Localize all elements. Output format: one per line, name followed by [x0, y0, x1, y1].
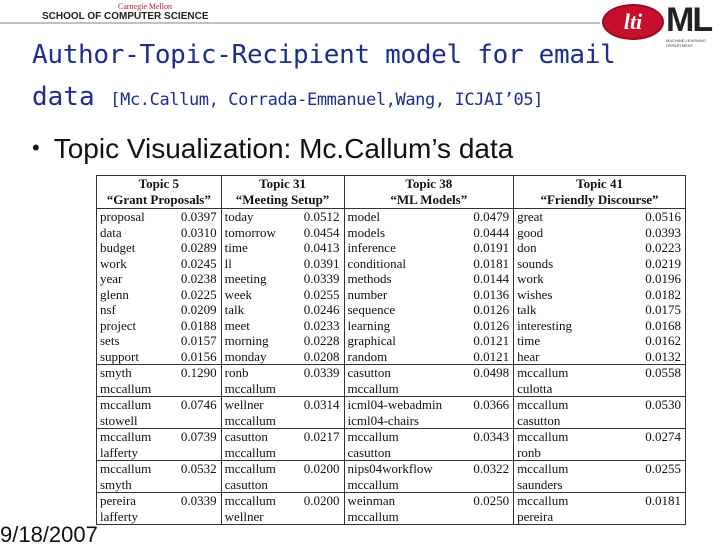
table-row: [97, 397, 686, 413]
topic-word: don: [514, 240, 623, 256]
table-row: [97, 493, 686, 509]
topic-word: random: [344, 349, 460, 365]
topic-word: data: [97, 225, 175, 241]
recipient-name: icml04-chairs: [344, 413, 460, 429]
word-probability: 0.0209: [180, 302, 217, 317]
empty-cell: [301, 445, 344, 461]
word-probability: 0.0132: [623, 349, 686, 365]
word-probability: 0.0228: [303, 333, 340, 348]
topic-word: time: [514, 333, 623, 349]
empty-cell: [623, 413, 686, 429]
author-pair-probability: 0.0181: [623, 493, 686, 509]
topic-header-label: “Grant Proposals”: [97, 192, 222, 209]
cmu-university-name: Carnegie Mellon: [118, 2, 172, 11]
topic-word: methods: [344, 271, 460, 287]
recipient-name: casutton: [221, 477, 301, 493]
topic-word: time: [221, 240, 301, 256]
table-row: [97, 271, 686, 287]
topic-word: tomorrow: [221, 225, 301, 241]
slide-title-line1: Author-Topic-Recipient model for email: [32, 40, 616, 70]
recipient-name: mccallum: [221, 381, 301, 397]
recipient-name: culotta: [514, 381, 623, 397]
author-pair-probability: 0.1290: [174, 365, 221, 381]
table-row: [97, 365, 686, 381]
recipient-name: mccallum: [221, 445, 301, 461]
word-probability: 0.0393: [623, 225, 686, 241]
ml-logo: [666, 2, 720, 52]
ml-logo-dept: MACHINE LEARNING DEPARTMENT: [666, 38, 707, 48]
topic-word: inference: [344, 240, 460, 256]
author-pair-probability: 0.0255: [623, 461, 686, 477]
empty-cell: [174, 381, 221, 397]
author-name: casutton: [221, 429, 301, 445]
empty-cell: [460, 381, 514, 397]
table-row: [97, 461, 686, 477]
table-row: [97, 477, 686, 493]
word-probability: 0.0233: [303, 317, 340, 333]
author-name: mccallum: [97, 461, 175, 477]
topic-word: glenn: [97, 287, 175, 303]
author-pair-probability: 0.0339: [174, 493, 221, 509]
author-name: mccallum: [514, 365, 623, 381]
topic-word: talk: [514, 302, 623, 318]
table-row: [97, 349, 686, 365]
word-probability: 0.0208: [303, 348, 340, 364]
topic-header-label: “ML Models”: [344, 192, 514, 209]
table-row: [97, 445, 686, 461]
lti-logo: [602, 4, 664, 40]
author-name: wellner: [221, 397, 301, 413]
lti-logo-text: lti: [623, 9, 643, 34]
topic-header-name: Topic 41: [514, 176, 686, 193]
table-row: [97, 318, 686, 334]
recipient-name: casutton: [514, 413, 623, 429]
author-pair-probability: 0.0498: [460, 365, 514, 381]
recipient-name: saunders: [514, 477, 623, 493]
word-probability: 0.0238: [180, 271, 217, 286]
topic-word: wishes: [514, 287, 623, 303]
topic-word: morning: [221, 333, 301, 349]
recipient-name: casutton: [344, 445, 460, 461]
topic-word: models: [344, 225, 460, 241]
topic-header-label: “Friendly Discourse”: [514, 192, 686, 209]
author-pair-probability: 0.0322: [460, 461, 514, 477]
table-row: [97, 225, 686, 241]
cmu-school-name: SCHOOL OF COMPUTER SCIENCE: [42, 11, 209, 22]
author-name: ronb: [221, 365, 301, 381]
author-name: pereira: [97, 493, 175, 509]
empty-cell: [460, 509, 514, 525]
author-name: mccallum: [97, 397, 175, 413]
table-row: [97, 413, 686, 429]
topic-table-body: [97, 209, 686, 525]
author-pair-probability: 0.0366: [460, 397, 514, 413]
recipient-name: ronb: [514, 445, 623, 461]
word-probability: 0.0121: [473, 348, 510, 364]
topic-word: talk: [221, 302, 301, 318]
recipient-name: pereira: [514, 509, 623, 525]
author-name: mccallum: [221, 461, 301, 477]
word-probability: 0.0157: [180, 333, 217, 348]
author-name: mccallum: [344, 429, 460, 445]
word-probability: 0.0168: [623, 318, 686, 334]
recipient-name: wellner: [221, 509, 301, 525]
cmu-logo: [42, 2, 209, 23]
author-pair-probability: 0.0746: [174, 397, 221, 413]
author-pair-probability: 0.0314: [301, 397, 344, 413]
table-row: [97, 302, 686, 318]
word-probability: 0.0144: [473, 271, 510, 286]
ml-logo-letters: ML: [666, 1, 712, 39]
topic-word: work: [514, 271, 623, 287]
topic-header-name: Topic 5: [97, 176, 222, 193]
empty-cell: [301, 509, 344, 525]
topic-word: budget: [97, 240, 175, 256]
word-probability: 0.0223: [623, 240, 686, 256]
table-row: [97, 429, 686, 445]
author-name: icml04-webadmin: [344, 397, 460, 413]
empty-cell: [623, 477, 686, 493]
footer-date: 9/18/2007: [0, 522, 98, 547]
topic-word: great: [514, 209, 623, 225]
table-row: [97, 381, 686, 397]
author-pair-probability: 0.0530: [623, 397, 686, 413]
author-name: mccallum: [97, 429, 175, 445]
bullet-point: [32, 133, 513, 165]
topic-word: today: [221, 209, 301, 225]
word-probability: 0.0391: [303, 255, 340, 271]
author-pair-probability: 0.0558: [623, 365, 686, 381]
word-probability: 0.0121: [473, 333, 510, 348]
topic-word: sequence: [344, 302, 460, 318]
author-name: mccallum: [514, 397, 623, 413]
topic-word: model: [344, 209, 460, 225]
recipient-name: mccallum: [221, 413, 301, 429]
word-probability: 0.0156: [180, 348, 217, 364]
recipient-name: mccallum: [344, 509, 460, 525]
word-probability: 0.0188: [180, 317, 217, 333]
slide-title-data: data: [32, 82, 95, 112]
word-probability: 0.0413: [303, 240, 340, 255]
topic-word: proposal: [97, 209, 175, 225]
topic-word: ll: [221, 256, 301, 272]
table-row: [97, 287, 686, 303]
topic-word: meet: [221, 318, 301, 334]
recipient-name: mccallum: [344, 381, 460, 397]
table-row: [97, 333, 686, 349]
empty-cell: [174, 445, 221, 461]
word-probability: 0.0516: [623, 209, 686, 225]
empty-cell: [174, 509, 221, 525]
topic-word: hear: [514, 349, 623, 365]
topic-word: meeting: [221, 271, 301, 287]
author-name: nips04workflow: [344, 461, 460, 477]
word-probability: 0.0479: [473, 209, 510, 224]
empty-cell: [301, 381, 344, 397]
topic-table: [96, 175, 686, 525]
word-probability: 0.0225: [180, 286, 217, 302]
topic-word: conditional: [344, 256, 460, 272]
topic-word: interesting: [514, 318, 623, 334]
author-name: mccallum: [514, 493, 623, 509]
author-pair-probability: 0.0532: [174, 461, 221, 477]
empty-cell: [174, 413, 221, 429]
topic-word: monday: [221, 349, 301, 365]
author-pair-probability: 0.0739: [174, 429, 221, 445]
empty-cell: [301, 477, 344, 493]
recipient-name: mccallum: [344, 477, 460, 493]
word-probability: 0.0162: [623, 333, 686, 349]
empty-cell: [460, 445, 514, 461]
slide-title-line2: [32, 82, 543, 112]
topic-header-label: “Meeting Setup”: [221, 192, 344, 209]
recipient-name: smyth: [97, 477, 175, 493]
topic-word: good: [514, 225, 623, 241]
table-row: [97, 240, 686, 256]
empty-cell: [301, 413, 344, 429]
topic-word: support: [97, 349, 175, 365]
empty-cell: [460, 413, 514, 429]
author-name: weinman: [344, 493, 460, 509]
table-row: [97, 209, 686, 225]
recipient-name: stowell: [97, 413, 175, 429]
empty-cell: [623, 381, 686, 397]
author-name: mccallum: [514, 461, 623, 477]
author-pair-probability: 0.0343: [460, 429, 514, 445]
word-probability: 0.0255: [303, 286, 340, 302]
topic-word: graphical: [344, 333, 460, 349]
topic-word: nsf: [97, 302, 175, 318]
word-probability: 0.0246: [303, 302, 340, 317]
word-probability: 0.0196: [623, 271, 686, 287]
topic-word: number: [344, 287, 460, 303]
topic-header-name: Topic 31: [221, 176, 344, 193]
topic-word: project: [97, 318, 175, 334]
word-probability: 0.0175: [623, 302, 686, 318]
word-probability: 0.0339: [303, 271, 340, 286]
recipient-name: lafferty: [97, 509, 175, 525]
word-probability: 0.0126: [473, 317, 510, 333]
bullet-text: Topic Visualization: Mc.Callum’s data: [53, 133, 514, 164]
word-probability: 0.0182: [623, 287, 686, 303]
word-probability: 0.0397: [180, 209, 217, 224]
author-pair-probability: 0.0339: [301, 365, 344, 381]
table-row: [97, 256, 686, 272]
empty-cell: [174, 477, 221, 493]
topic-header-name: Topic 38: [344, 176, 514, 193]
word-probability: 0.0454: [303, 224, 340, 240]
word-probability: 0.0444: [473, 224, 510, 240]
author-pair-probability: 0.0217: [301, 429, 344, 445]
topic-word: learning: [344, 318, 460, 334]
slide-title-citation: [Mc.Callum, Corrada-Emmanuel,Wang, ICJAI’05]: [110, 90, 544, 110]
author-pair-probability: 0.0200: [301, 493, 344, 509]
word-probability: 0.0245: [180, 255, 217, 271]
author-name: mccallum: [221, 493, 301, 509]
header-bar: [0, 0, 720, 48]
recipient-name: mccallum: [97, 381, 175, 397]
word-probability: 0.0310: [180, 224, 217, 240]
author-pair-probability: 0.0250: [460, 493, 514, 509]
word-probability: 0.0219: [623, 256, 686, 272]
word-probability: 0.0181: [473, 255, 510, 271]
recipient-name: lafferty: [97, 445, 175, 461]
author-name: casutton: [344, 365, 460, 381]
author-pair-probability: 0.0274: [623, 429, 686, 445]
word-probability: 0.0136: [473, 286, 510, 302]
author-name: smyth: [97, 365, 175, 381]
table-row: [97, 509, 686, 525]
word-probability: 0.0126: [473, 302, 510, 317]
word-probability: 0.0191: [473, 240, 510, 255]
topic-word: work: [97, 256, 175, 272]
empty-cell: [460, 477, 514, 493]
empty-cell: [623, 445, 686, 461]
topic-word: week: [221, 287, 301, 303]
topic-word: year: [97, 271, 175, 287]
bullet-dot-icon: •: [32, 135, 40, 160]
author-pair-probability: 0.0200: [301, 461, 344, 477]
topic-word: sets: [97, 333, 175, 349]
author-name: mccallum: [514, 429, 623, 445]
topic-word: sounds: [514, 256, 623, 272]
empty-cell: [623, 509, 686, 525]
word-probability: 0.0289: [180, 240, 217, 255]
word-probability: 0.0512: [303, 209, 340, 224]
